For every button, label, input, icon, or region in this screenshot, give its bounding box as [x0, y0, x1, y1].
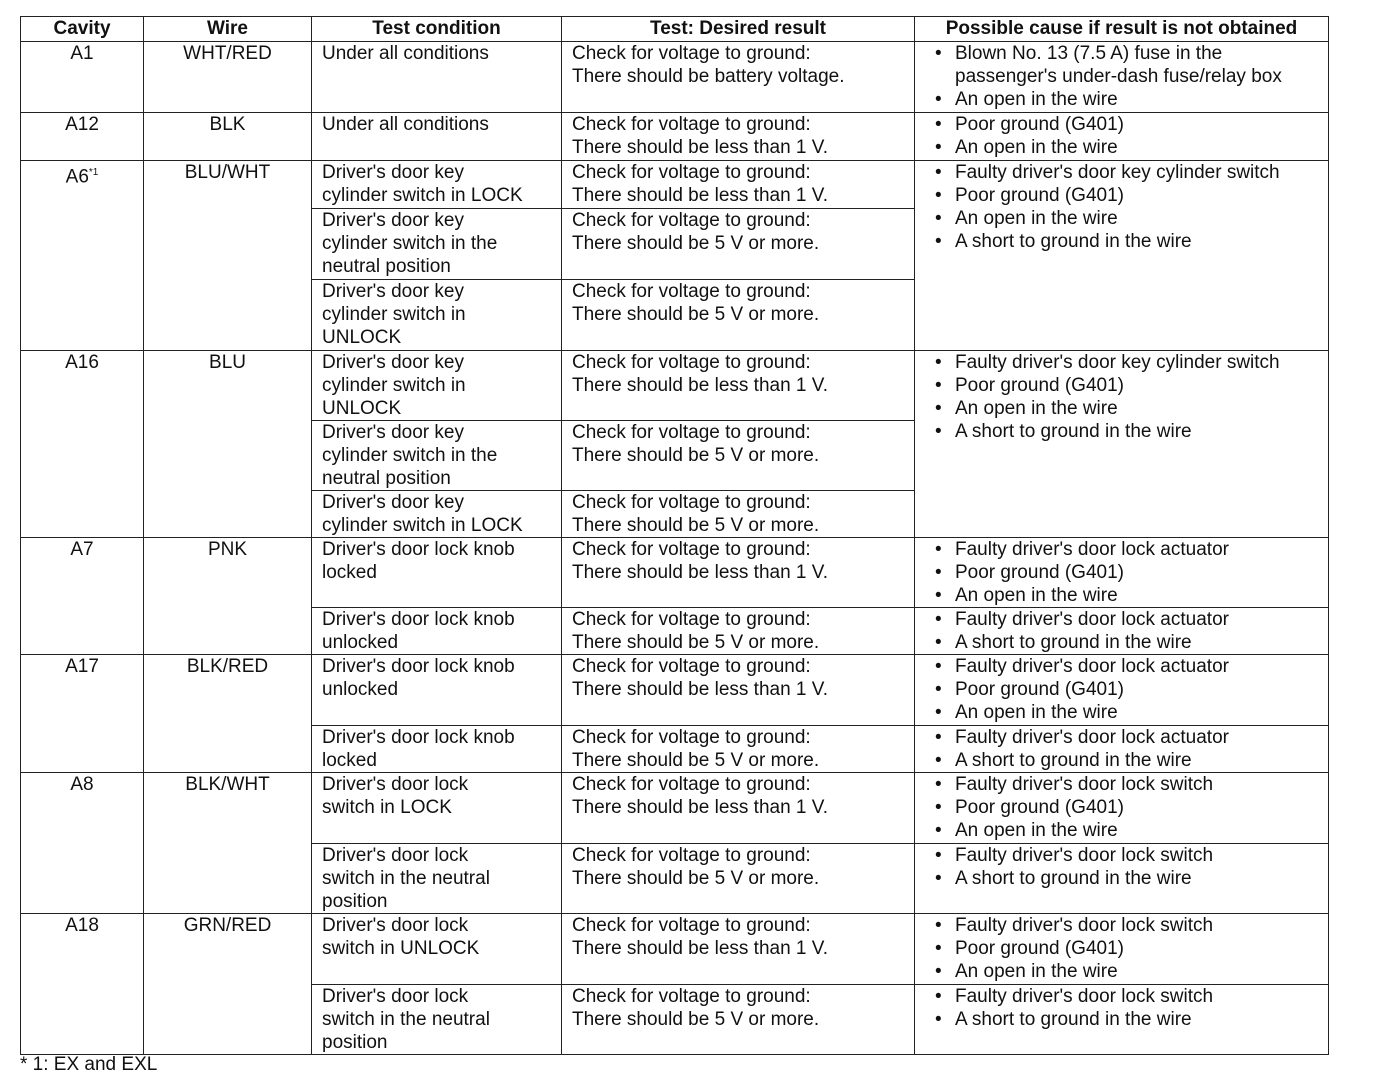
test-condition-cell: Under all conditions: [312, 42, 562, 113]
wire-cell: BLK: [144, 113, 312, 161]
cause-item: • Faulty driver's door lock actuator: [935, 538, 1328, 561]
desired-result-cell: Check for voltage to ground: There should be less than 1 V.: [562, 351, 915, 421]
desired-result-cell: Check for voltage to ground: There should be battery voltage.: [562, 42, 915, 113]
cavity-label: A1: [70, 43, 94, 64]
cavity-label: A18: [65, 915, 99, 936]
cause-list: [925, 655, 1328, 724]
desired-result-cell: Check for voltage to ground: There should be 5 V or more.: [562, 844, 915, 914]
test-condition-cell: Driver's door lock knob locked: [312, 726, 562, 773]
desired-result-cell: Check for voltage to ground: There should be less than 1 V.: [562, 773, 915, 844]
cavity-cell: [21, 113, 144, 161]
possible-cause-cell: [915, 538, 1329, 608]
cavity-cell: [21, 161, 144, 351]
cause-item: • Poor ground (G401): [935, 678, 1328, 701]
possible-cause-cell: [915, 608, 1329, 655]
table-row: [21, 42, 1329, 113]
test-condition-cell: Driver's door lock knob unlocked: [312, 655, 562, 726]
cause-item: • Poor ground (G401): [935, 374, 1328, 397]
header-desired-result: Test: Desired result: [562, 17, 915, 42]
cavity-test-table: [20, 16, 1329, 1055]
cavity-label: A8: [70, 774, 94, 795]
cause-item: • Poor ground (G401): [935, 561, 1328, 584]
cavity-label: A7: [70, 539, 94, 560]
possible-cause-cell: [915, 844, 1329, 914]
cause-item: • Faulty driver's door lock switch: [935, 773, 1328, 796]
test-condition-cell: Driver's door lock switch in the neutral position: [312, 844, 562, 914]
cause-item: • A short to ground in the wire: [935, 1008, 1328, 1031]
cause-list: [925, 844, 1328, 890]
possible-cause-cell: [915, 655, 1329, 726]
possible-cause-cell: [915, 773, 1329, 844]
table-row: [21, 161, 1329, 209]
cause-list: [925, 538, 1328, 607]
cause-item: • A short to ground in the wire: [935, 230, 1328, 253]
cavity-cell: [21, 773, 144, 914]
cause-item: • An open in the wire: [935, 960, 1328, 983]
table-row: [21, 113, 1329, 161]
cause-list: [925, 113, 1328, 159]
cause-item: • Blown No. 13 (7.5 A) fuse in the passenger's under-dash fuse/relay box: [935, 42, 1328, 88]
cause-item: • Poor ground (G401): [935, 796, 1328, 819]
test-condition-cell: Driver's door lock knob unlocked: [312, 608, 562, 655]
test-condition-cell: Under all conditions: [312, 113, 562, 161]
cause-item: • Poor ground (G401): [935, 113, 1328, 136]
test-condition-cell: Driver's door key cylinder switch in UNLOCK: [312, 351, 562, 421]
test-condition-cell: Driver's door key cylinder switch in LOCK: [312, 161, 562, 209]
header-possible-cause: Possible cause if result is not obtained: [915, 17, 1329, 42]
cause-item: • A short to ground in the wire: [935, 749, 1328, 772]
wire-cell: GRN/RED: [144, 914, 312, 1055]
wire-cell: PNK: [144, 538, 312, 655]
possible-cause-cell: [915, 985, 1329, 1055]
desired-result-cell: Check for voltage to ground: There should be less than 1 V.: [562, 113, 915, 161]
test-condition-cell: Driver's door key cylinder switch in the neutral position: [312, 421, 562, 491]
cause-item: • An open in the wire: [935, 88, 1328, 111]
test-condition-cell: Driver's door lock switch in UNLOCK: [312, 914, 562, 985]
cause-list: [925, 773, 1328, 842]
cause-item: • Faulty driver's door lock switch: [935, 985, 1328, 1008]
cause-item: • Faulty driver's door lock switch: [935, 914, 1328, 937]
desired-result-cell: Check for voltage to ground: There should be 5 V or more.: [562, 209, 915, 280]
cause-item: • An open in the wire: [935, 397, 1328, 420]
possible-cause-cell: [915, 161, 1329, 351]
cause-item: • A short to ground in the wire: [935, 631, 1328, 654]
cause-item: • An open in the wire: [935, 584, 1328, 607]
desired-result-cell: Check for voltage to ground: There should be less than 1 V.: [562, 655, 915, 726]
cavity-label: A6: [65, 166, 89, 188]
desired-result-cell: Check for voltage to ground: There should be less than 1 V.: [562, 914, 915, 985]
cause-item: • An open in the wire: [935, 136, 1328, 159]
possible-cause-cell: [915, 113, 1329, 161]
cause-item: • Poor ground (G401): [935, 184, 1328, 207]
table-row: [21, 914, 1329, 985]
cause-item: • Faulty driver's door lock actuator: [935, 655, 1328, 678]
cause-list: [925, 914, 1328, 983]
cause-list: [925, 161, 1328, 253]
possible-cause-cell: [915, 726, 1329, 773]
cause-item: • A short to ground in the wire: [935, 420, 1328, 443]
header-row: [21, 17, 1329, 42]
desired-result-cell: Check for voltage to ground: There should be 5 V or more.: [562, 726, 915, 773]
desired-result-cell: Check for voltage to ground: There should be less than 1 V.: [562, 538, 915, 608]
test-condition-cell: Driver's door lock switch in LOCK: [312, 773, 562, 844]
test-condition-cell: Driver's door key cylinder switch in UNLOCK: [312, 280, 562, 351]
cause-list: [925, 608, 1328, 654]
table-row: [21, 538, 1329, 608]
desired-result-cell: Check for voltage to ground: There should be 5 V or more.: [562, 421, 915, 491]
possible-cause-cell: [915, 914, 1329, 985]
cause-list: [925, 985, 1328, 1031]
test-condition-cell: Driver's door lock knob locked: [312, 538, 562, 608]
cavity-cell: [21, 351, 144, 538]
cause-item: • Faulty driver's door key cylinder switch: [935, 161, 1328, 184]
wire-cell: BLK/WHT: [144, 773, 312, 914]
desired-result-cell: Check for voltage to ground: There should be 5 V or more.: [562, 608, 915, 655]
wire-cell: BLU/WHT: [144, 161, 312, 351]
cavity-label: A17: [65, 656, 99, 677]
cause-item: • Faulty driver's door lock actuator: [935, 726, 1328, 749]
desired-result-cell: Check for voltage to ground: There should be 5 V or more.: [562, 491, 915, 538]
cause-item: • A short to ground in the wire: [935, 867, 1328, 890]
cavity-cell: [21, 655, 144, 773]
cause-list: [925, 351, 1328, 443]
cavity-cell: [21, 42, 144, 113]
test-condition-cell: Driver's door lock switch in the neutral position: [312, 985, 562, 1055]
cavity-label: A16: [65, 352, 99, 373]
cavity-cell: [21, 538, 144, 655]
cause-item: • An open in the wire: [935, 207, 1328, 230]
cause-item: • Faulty driver's door lock actuator: [935, 608, 1328, 631]
desired-result-cell: Check for voltage to ground: There should be 5 V or more.: [562, 280, 915, 351]
header-test-condition: Test condition: [312, 17, 562, 42]
table-row: [21, 351, 1329, 421]
test-condition-cell: Driver's door key cylinder switch in LOCK: [312, 491, 562, 538]
wire-cell: BLU: [144, 351, 312, 538]
desired-result-cell: Check for voltage to ground: There should be 5 V or more.: [562, 985, 915, 1055]
cause-item: • Faulty driver's door lock switch: [935, 844, 1328, 867]
cause-list: [925, 42, 1328, 111]
header-wire: Wire: [144, 17, 312, 42]
possible-cause-cell: [915, 351, 1329, 538]
table-row: [21, 655, 1329, 726]
cavity-label: A12: [65, 114, 99, 135]
cause-list: [925, 726, 1328, 772]
cavity-footnote-mark: *1: [88, 167, 99, 178]
header-cavity: Cavity: [21, 17, 144, 42]
cause-item: • An open in the wire: [935, 819, 1328, 842]
cause-item: • Poor ground (G401): [935, 937, 1328, 960]
possible-cause-cell: [915, 42, 1329, 113]
desired-result-cell: Check for voltage to ground: There should be less than 1 V.: [562, 161, 915, 209]
wire-cell: WHT/RED: [144, 42, 312, 113]
cavity-cell: [21, 914, 144, 1055]
cause-item: • Faulty driver's door key cylinder switch: [935, 351, 1328, 374]
wire-cell: BLK/RED: [144, 655, 312, 773]
table-row: [21, 773, 1329, 844]
test-condition-cell: Driver's door key cylinder switch in the neutral position: [312, 209, 562, 280]
cause-item: • An open in the wire: [935, 701, 1328, 724]
footnote: * 1: EX and EXL: [20, 1054, 158, 1075]
